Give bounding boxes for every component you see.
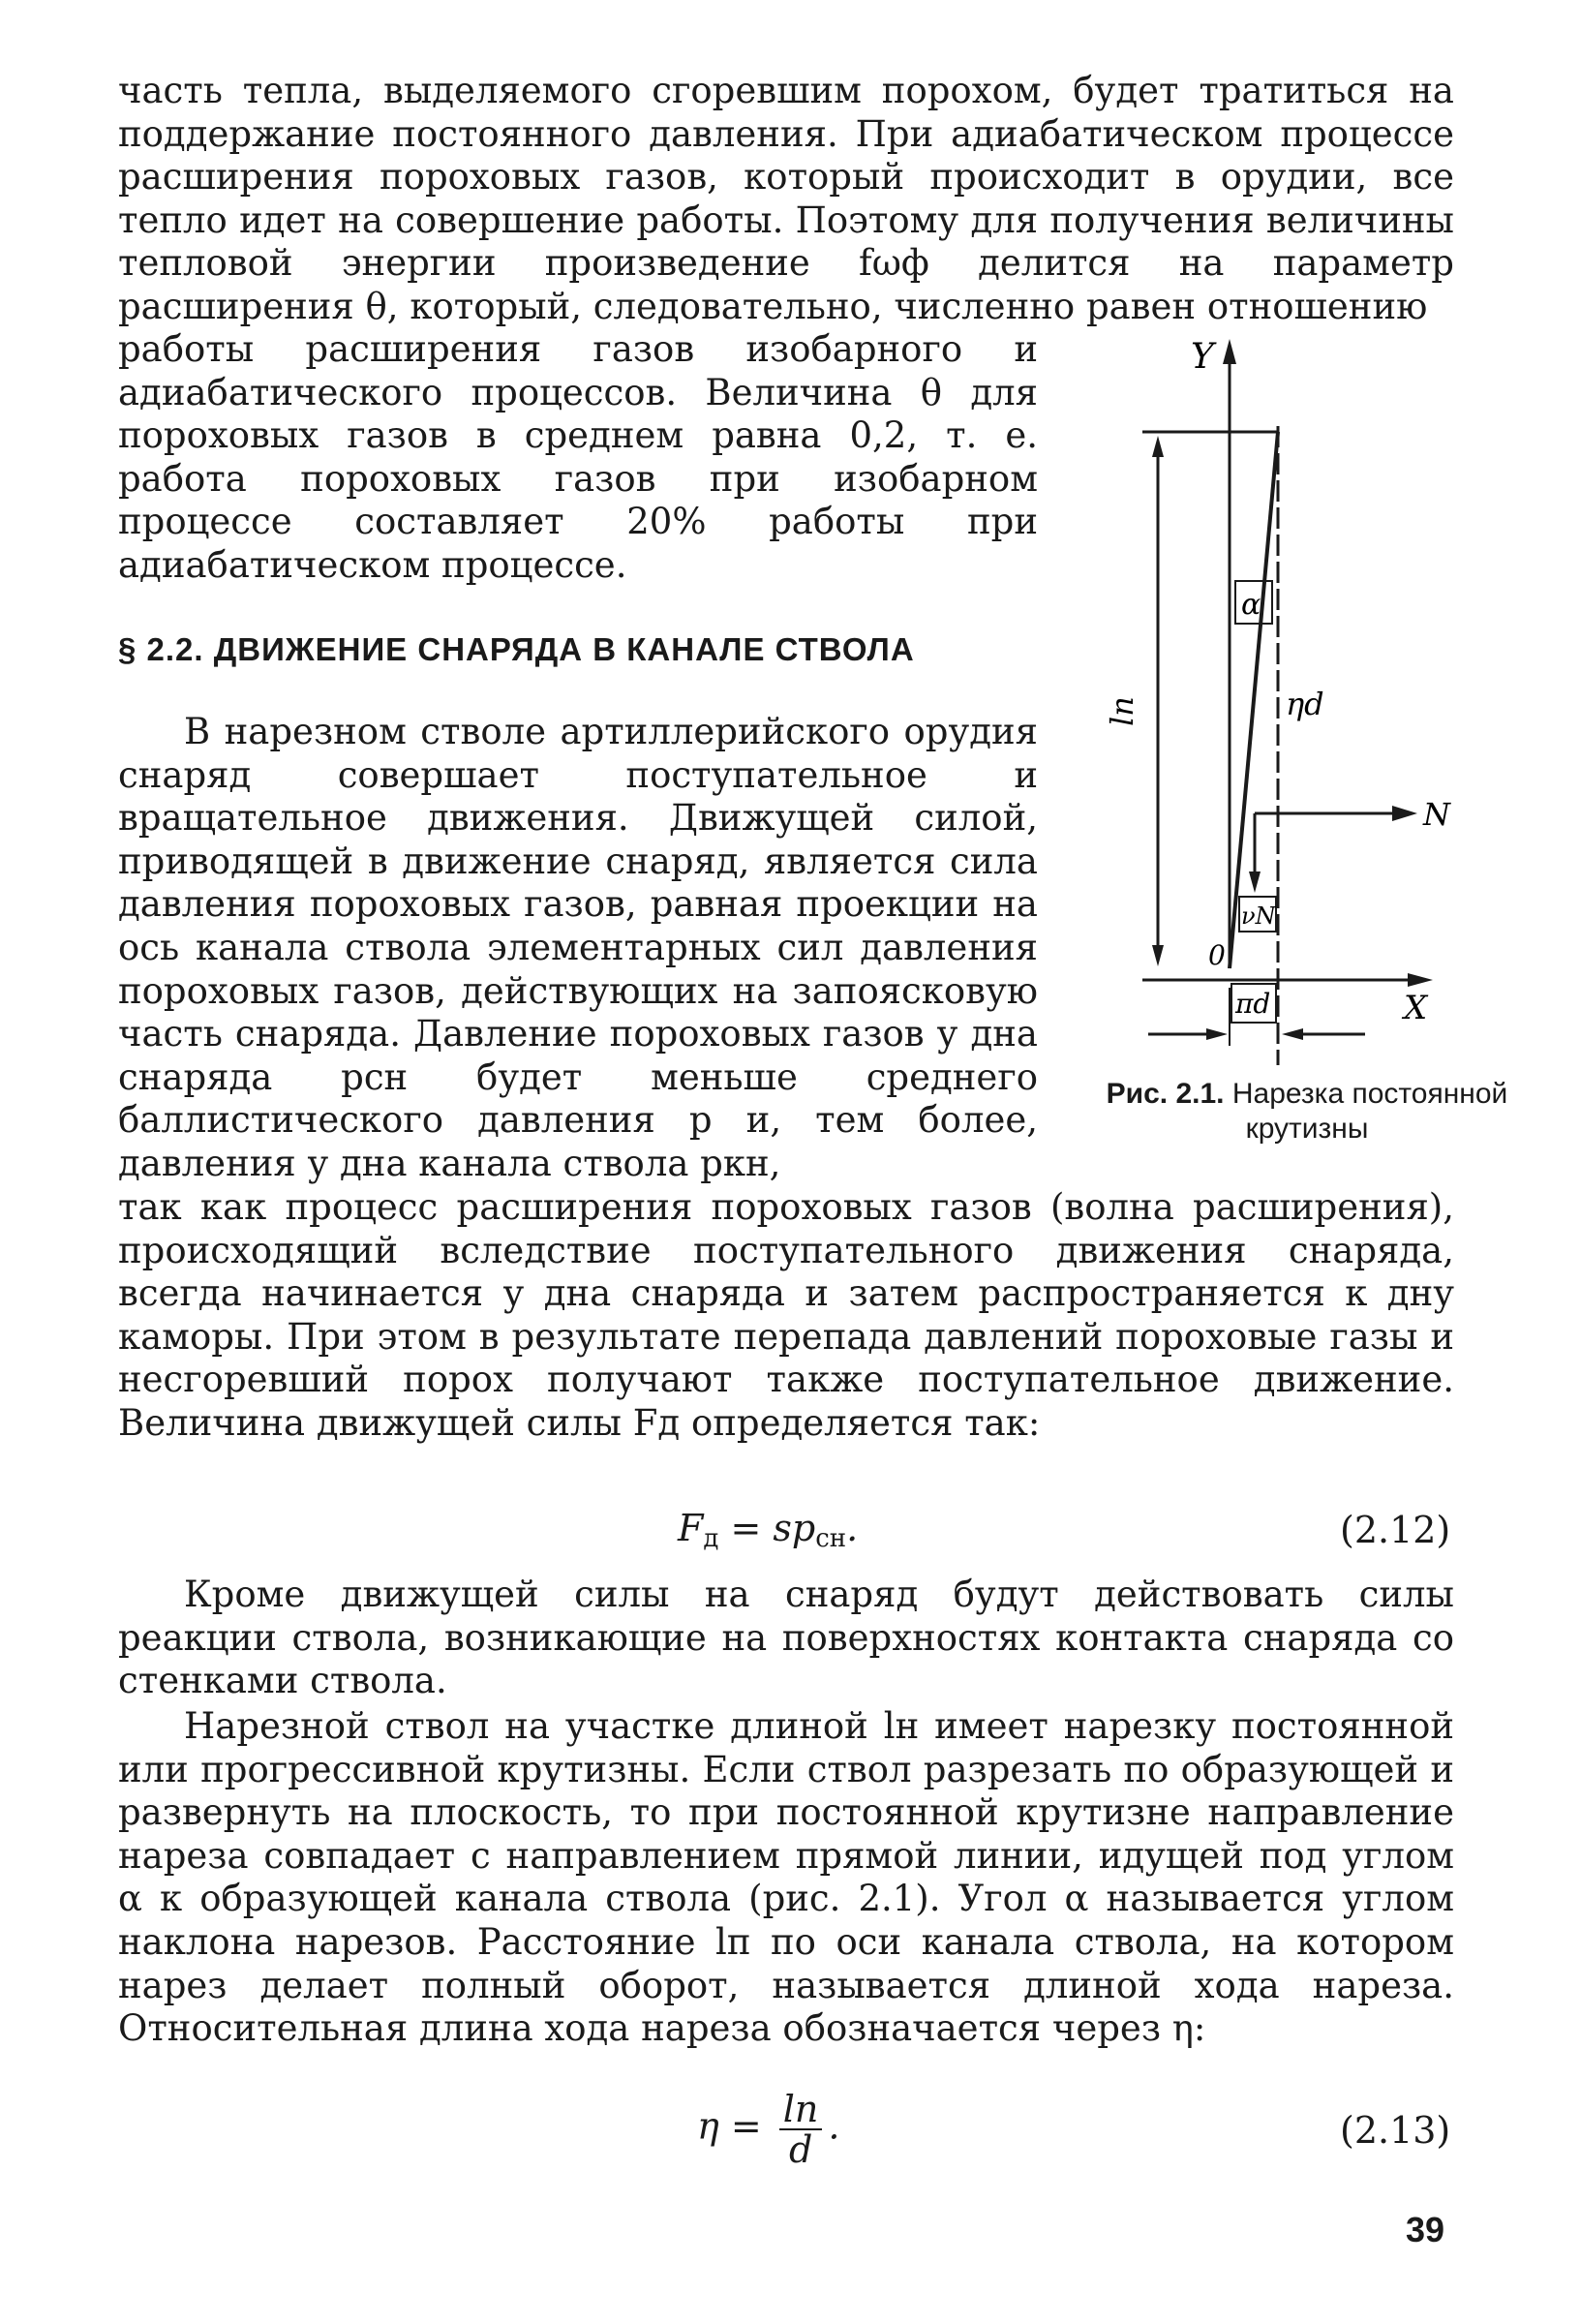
x-axis-arrow: [1408, 973, 1433, 987]
equation-number-2-13: (2.13): [1340, 2109, 1451, 2152]
origin-label: 0: [1208, 939, 1226, 971]
page-number: 39: [1406, 2210, 1445, 2249]
paragraph-3: Кроме движущей силы на снаряд будут действовать силы реакции ствола, возникающие на поверхностях контакта снаряда со стенками ствола.: [118, 1574, 1454, 1702]
nuN-label: νN: [1241, 902, 1276, 930]
paragraph-2-full: так как процесс расширения пороховых газов (волна расширения), происходящий вследствие поступательного движения снаряда, всегда начинается у дна снаряда и затем распространяется к дну каморы. При этом в результате перепада давлений пороховые газы и несгоревший порох получают также поступательное движение. Величина движущей силы Fд определяется так:: [118, 1186, 1454, 1444]
y-axis-label: Y: [1191, 337, 1214, 377]
eta-d-label: ηd: [1286, 686, 1324, 722]
pi-d-label: πd: [1235, 988, 1271, 1020]
paragraph-1-full: часть тепла, выделяемого сгоревшим порохом, будет тратиться на поддержание постоянного давления. При адиабатическом процессе расширения пороховых газов, который происходит в орудии, все тепло идет на совершение работы. Поэтому для получения величины тепловой энергии произведение fωф делится на параметр расширения θ, который, следовательно, численно равен отношению: [118, 70, 1454, 327]
ln-label: lп: [1104, 696, 1140, 726]
N-label: N: [1423, 796, 1450, 833]
caption-label: Рис. 2.1.: [1106, 1078, 1225, 1110]
figure-caption: [1094, 1077, 1520, 1147]
paragraph-4: Нарезной ствол на участке длиной lн имеет нарезку постоянной или прогрессивной крутизны. Если ствол разрезать по образующей и развернуть на плоскость, то при постоянной крутизне направление нареза совпадает с направлением прямой линии, идущей под углом α к образующей канала ствола (рис. 2.1). Угол α называется углом наклона нарезов. Расстояние lп по оси канала ствола, на котором нарез делает полный оборот, называется длиной хода нареза. Относительная длина хода нареза обозначается через η:: [118, 1705, 1454, 2050]
section-heading: § 2.2. ДВИЖЕНИЕ СНАРЯДА В КАНАЛЕ СТВОЛА: [118, 631, 915, 667]
equation-number-2-12: (2.12): [1340, 1509, 1451, 1551]
equation-2-13: η = $\frac{lп}{d}$ .: [697, 2088, 840, 2171]
paragraph-2-narrow: В нарезном стволе артиллерийского орудия снаряд совершает поступательное и вращательное движения. Движущей силой, приводящей в движение снаряд, является сила давления пороховых газов, равная проекции на ось канала ствола элементарных сил давления пороховых газов, действующих на запоясковую часть снаряда. Давление пороховых газов у дна снаряда pсн будет меньше среднего баллистического давления p и, тем более, давления у дна канала ствола pкн,: [118, 711, 1038, 1184]
fraction: $\frac{lп}{d}$: [779, 2090, 823, 2169]
y-axis-arrow: [1223, 339, 1236, 364]
x-axis-label: X: [1404, 989, 1428, 1027]
caption-text: Нарезка постоянной крутизны: [1231, 1078, 1508, 1145]
equation-2-12: $F_д = sp_{сн}$.: [678, 1507, 859, 1553]
paragraph-1-narrow: работы расширения газов изобарного и адиабатического процессов. Величина θ для пороховых газов в среднем равна 0,2, т. е. работа пороховых газов при изобарном процессе составляет 20% работы при адиабатическом процессе.: [118, 328, 1038, 586]
alpha-label: α: [1241, 588, 1261, 622]
rifling-diagram: [1104, 329, 1491, 1065]
